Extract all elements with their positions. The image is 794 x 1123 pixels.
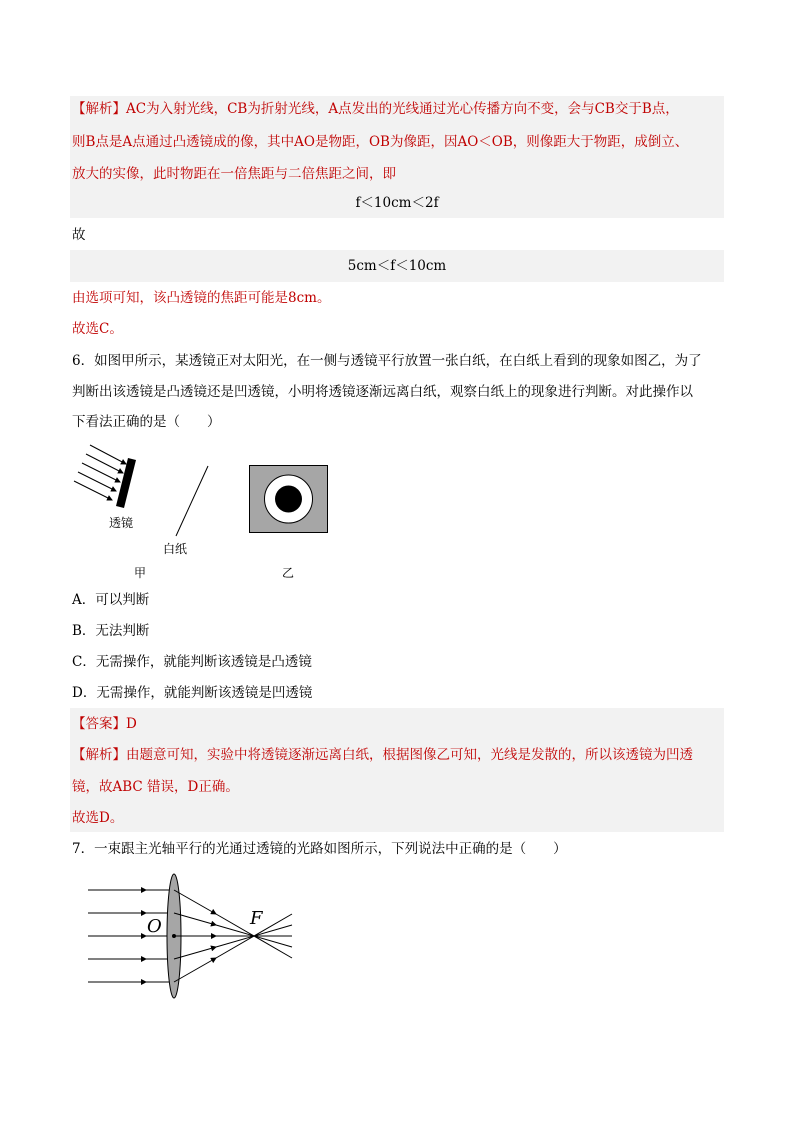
dark-spot <box>275 486 302 513</box>
paper-label: 白纸 <box>163 542 188 556</box>
sun-rays <box>74 445 126 500</box>
q6-line-1: 6．如图甲所示，某透镜正对太阳光，在一侧与透镜平行放置一张白纸，在白纸上看到的现象如图乙，为了 <box>72 353 702 369</box>
figure-jia <box>70 440 230 580</box>
answer-value: D <box>126 716 137 732</box>
q6-conclusion: 故选D。 <box>72 810 124 826</box>
gu-text: 故 <box>72 227 86 243</box>
figure-jia-label: 甲 <box>134 566 147 580</box>
analysis-text: AC为入射光线，CB为折射光线，A点发出的光线通过光心传播方向不变，会与CB交于B点， <box>126 101 679 117</box>
q6-line-2: 判断出该透镜是凸透镜还是凹透镜，小明将透镜逐渐远离白纸，观察白纸上的现象进行判断。对此操作以 <box>72 384 693 400</box>
lens-label: 透镜 <box>109 516 134 530</box>
figure-yi <box>249 465 329 533</box>
analysis-tag: 【解析】 <box>72 101 126 117</box>
equation-1: f＜10cm＜2f <box>355 195 439 211</box>
option-b: B．无法判断 <box>72 623 150 639</box>
label-o: O <box>147 916 162 937</box>
option-d: D．无需操作，就能判断该透镜是凹透镜 <box>72 685 313 701</box>
analysis-line-3: 放大的实像，此时物距在一倍焦距与二倍焦距之间，即 <box>72 166 396 182</box>
q6-analysis-line-1 <box>72 747 722 763</box>
analysis-conclusion: 故选C。 <box>72 321 123 337</box>
figure-yi-label: 乙 <box>282 566 295 580</box>
option-c: C．无需操作，就能判断该透镜是凸透镜 <box>72 654 312 670</box>
analysis-line-2: 则B点是A点通过凸透镜成的像，其中AO是物距，OB为像距，因AO＜OB，则像距大于物距，成倒立、 <box>72 134 689 150</box>
lens-shape <box>116 458 136 508</box>
white-paper-line <box>176 466 208 536</box>
q7-line-1: 7．一束跟主光轴平行的光通过透镜的光路如图所示，下列说法中正确的是（ ） <box>72 841 567 857</box>
answer-tag: 【答案】 <box>72 716 126 732</box>
label-f: F <box>250 908 263 929</box>
option-a: A．可以判断 <box>72 592 150 608</box>
figure-q7-lens <box>86 870 298 1005</box>
equation-2: 5cm＜f＜10cm <box>347 258 447 274</box>
analysis-line-1 <box>72 101 722 117</box>
q6-analysis-tag: 【解析】 <box>72 747 126 763</box>
q6-line-3: 下看法正确的是（ ） <box>72 414 221 430</box>
q6-analysis-line-2: 镜，故ABC 错误，D正确。 <box>72 779 239 795</box>
refracted-rays <box>174 890 292 982</box>
q6-answer <box>72 716 722 732</box>
q6-analysis-text: 由题意可知，实验中将透镜逐渐远离白纸，根据图像乙可知，光线是发散的，所以该透镜为凹透 <box>126 747 693 763</box>
analysis-line-4: 由选项可知，该凸透镜的焦距可能是8cm。 <box>72 290 331 306</box>
